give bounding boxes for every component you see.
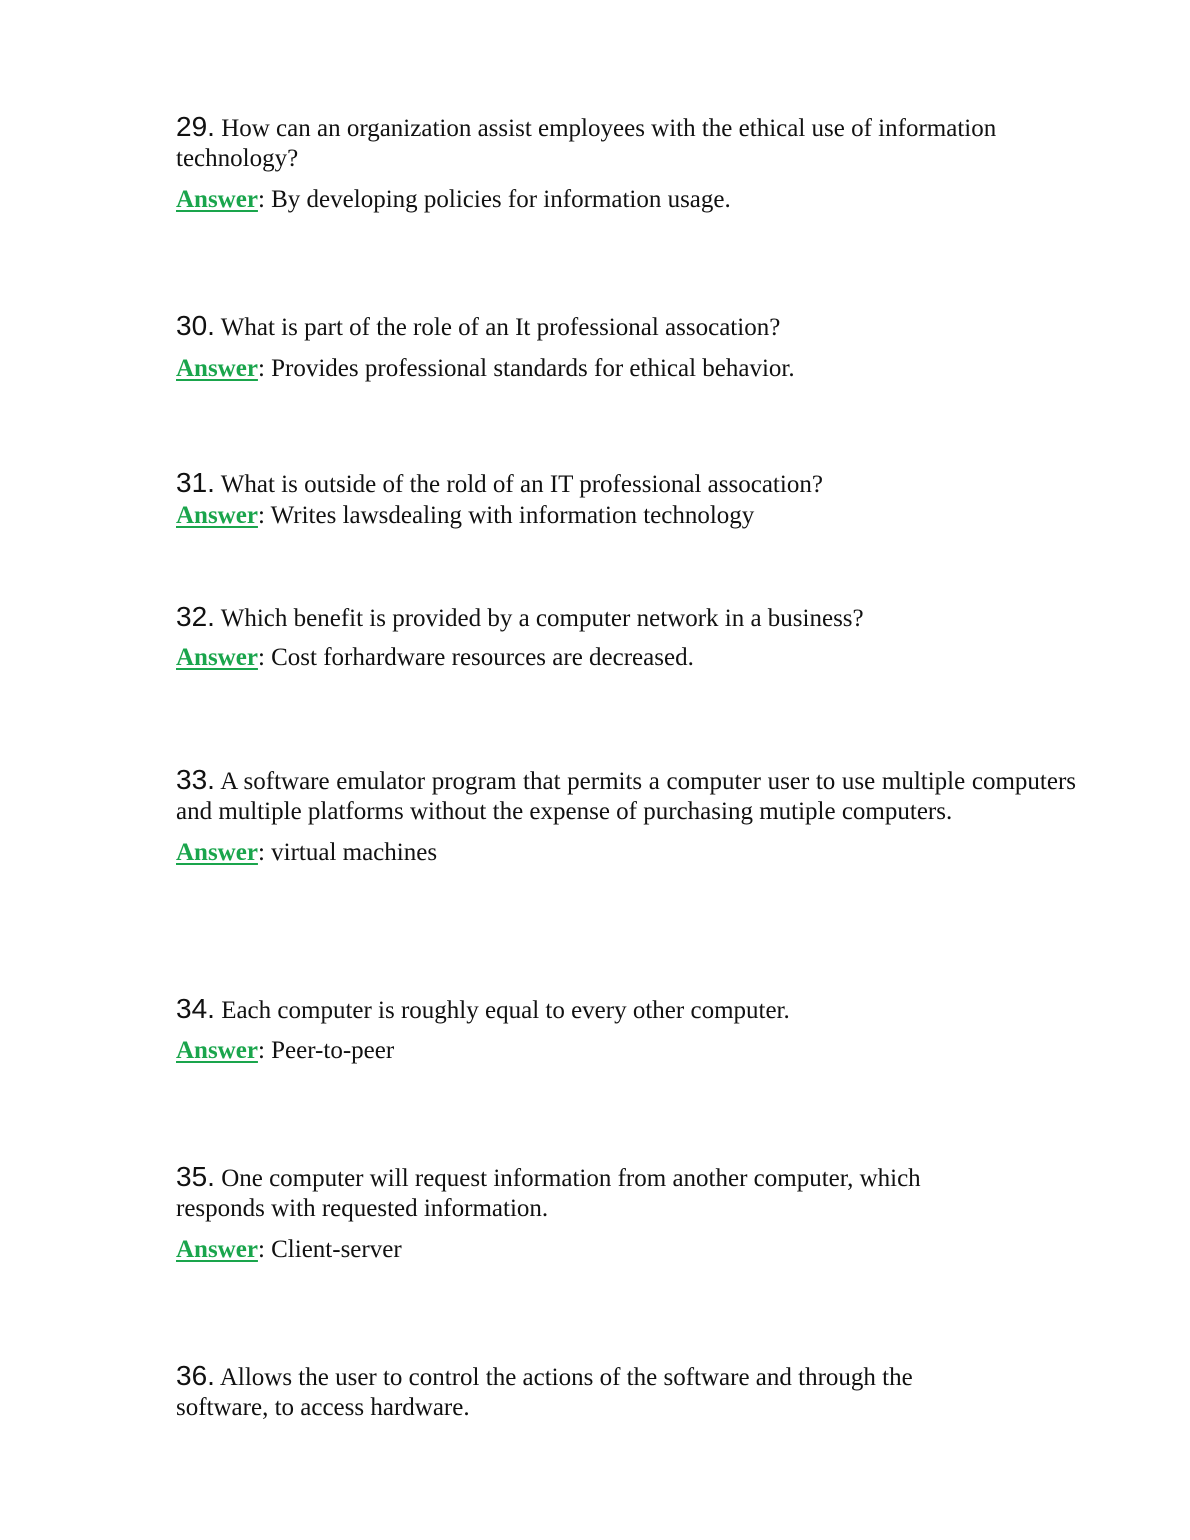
answer-label: Answer [176, 1236, 258, 1263]
question-body: A software emulator program that permits a computer user to use multiple computers and multiple platforms without the expense of purchasing mutiple computers. [176, 768, 1076, 825]
question-text [176, 1162, 996, 1224]
question-number: 35. [176, 1161, 215, 1192]
question-body: Which benefit is provided by a computer network in a business? [220, 605, 864, 632]
answer-text: : By developing policies for information usage. [257, 186, 731, 213]
answer-line [176, 501, 1076, 531]
question-body: What is part of the role of an It professional assocation? [220, 314, 781, 341]
question-body: What is outside of the rold of an IT professional assocation? [220, 471, 823, 498]
question-number: 36. [176, 1360, 215, 1391]
answer-line [176, 838, 1076, 868]
qa-item-34 [176, 994, 1076, 1066]
question-body: Each computer is roughly equal to every other computer. [221, 997, 790, 1024]
question-text [176, 994, 1076, 1026]
question-body: How can an organization assist employees with the ethical use of information technology? [176, 115, 997, 172]
question-number: 29. [176, 111, 215, 142]
question-text [176, 1361, 996, 1423]
qa-item-32 [176, 602, 1076, 673]
question-text [176, 765, 1076, 827]
qa-item-35 [176, 1162, 1076, 1265]
answer-text: : virtual machines [257, 839, 438, 866]
answer-line [176, 1235, 1076, 1265]
question-number: 32. [176, 601, 215, 632]
qa-item-31 [176, 468, 1076, 531]
question-text [176, 468, 1076, 500]
answer-line [176, 354, 1076, 384]
answer-label: Answer [176, 355, 258, 382]
qa-item-29 [176, 112, 1076, 215]
qa-item-33 [176, 765, 1076, 868]
answer-line [176, 643, 1076, 673]
answer-line [176, 185, 1076, 215]
question-number: 30. [176, 310, 215, 341]
answer-text: : Writes lawsdealing with information technology [257, 502, 755, 529]
answer-label: Answer [176, 502, 258, 529]
answer-label: Answer [176, 839, 258, 866]
question-number: 34. [176, 993, 215, 1024]
answer-text: : Client-server [257, 1236, 402, 1263]
question-number: 31. [176, 467, 215, 498]
question-body: Allows the user to control the actions of the software and through the software, to access hardware. [176, 1364, 913, 1421]
answer-line [176, 1036, 1076, 1066]
answer-text: : Peer-to-peer [257, 1037, 395, 1064]
question-text [176, 112, 1076, 174]
question-text [176, 602, 1076, 634]
answer-text: : Cost forhardware resources are decreased. [257, 644, 694, 671]
answer-label: Answer [176, 186, 258, 213]
qa-item-36 [176, 1361, 1076, 1423]
question-body: One computer will request information from another computer, which responds with requested information. [176, 1165, 921, 1222]
answer-label: Answer [176, 1037, 258, 1064]
question-text [176, 311, 1076, 343]
qa-item-30 [176, 311, 1076, 384]
answer-text: : Provides professional standards for ethical behavior. [257, 355, 795, 382]
question-number: 33. [176, 764, 215, 795]
answer-label: Answer [176, 644, 258, 671]
